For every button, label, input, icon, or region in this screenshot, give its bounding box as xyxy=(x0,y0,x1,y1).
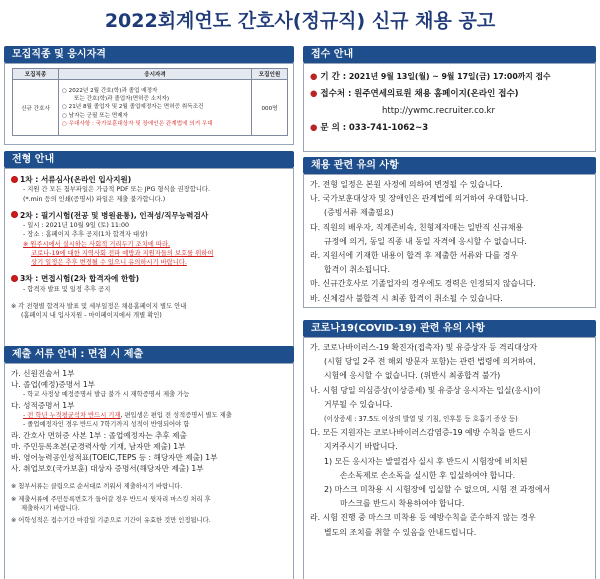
page-title: 2022회계연도 간호사(정규직) 신규 채용 공고 xyxy=(104,10,496,32)
doc-item: 마. 주민등록초본(군경력사항 기재, 남자만 제출) 1부 xyxy=(11,441,186,451)
covid-item: (이상증세 : 37.5도 이상의 발열 및 기침, 인후통 등 호흡기 증상 등) xyxy=(324,415,518,424)
doc-item: 가. 신원진술서 1부 xyxy=(11,369,75,378)
covid-item: 다. 모든 지원자는 코로나바이러스감염증-19 예방 수칙을 반드시 xyxy=(310,428,532,438)
qual-item: ○ 남자는 군필 또는 면제자 xyxy=(62,112,129,119)
caution-item: 마. 신규간호사로 기졸업자의 경우에도 경력은 인정되지 않습니다. xyxy=(310,279,536,289)
docs-box xyxy=(4,363,294,579)
stage-2-warning: 코로나-19에 대한 지역사회 전파 예방과 지원자들의 보호를 위하여 xyxy=(31,249,214,257)
doc-note: ※ 첨부서류는 클립으로 순서대로 끼워서 제출하시기 바랍니다. xyxy=(11,483,183,491)
covid-item: 손소독제로 손소독을 실시한 후 입실하여야 합니다. xyxy=(340,470,516,480)
qual-item: 또는 간호(학)과 졸업자(면허증 소지자) xyxy=(74,96,170,103)
stage-2-line: - 일시 : 2021년 10월 9일 (토) 11:00 xyxy=(23,222,130,229)
covid-section xyxy=(303,320,596,579)
covid-item: (시험 당일 2주 전 해외 방문자 포함)는 관련 법령에 의거하여, xyxy=(324,357,536,367)
covid-item: 나. 시험 당일 의심증상(이상증세) 및 유증상 응시자는 입실(응시)이 xyxy=(310,385,541,395)
recruit-header: 모집직종 및 응시자격 xyxy=(4,46,294,63)
table-header-type: 모집직종 xyxy=(13,69,59,80)
pin-icon: ● xyxy=(310,123,318,133)
schedule-note: ※ 각 전형별 합격자 발표 및 세부일정은 채용홈페이지 별도 안내 xyxy=(11,302,187,310)
bullet-icon xyxy=(11,176,18,183)
covid-item: 지켜주시기 바랍니다. xyxy=(324,442,398,452)
table-header-count: 모집인원 xyxy=(252,69,288,80)
caution-item: 라. 지원서에 기재한 내용이 합격 후 제출한 서류와 다를 경우 xyxy=(310,251,519,261)
stage-3-line: - 합격자 발표 및 일정 추후 공지 xyxy=(23,285,111,293)
pin-icon: ● xyxy=(310,72,318,82)
docs-header: 제출 서류 안내 : 면접 시 제출 xyxy=(4,346,294,363)
doc-sub: - 졸업예정자인 경우 반드시 7학기까지 성적이 반영되어야 함 xyxy=(23,421,190,429)
table-cell-type: 신규 간호사 xyxy=(13,80,59,136)
covid-item: 시험에 응시할 수 없습니다. (위반시 최종합격 불가) xyxy=(324,371,501,381)
caution-item: 가. 전형 일정은 본원 사정에 의하여 변경될 수 있습니다. xyxy=(310,180,503,189)
caution-item: 바. 신체검사 불합격 시 최종 합격이 취소될 수 있습니다. xyxy=(310,293,503,303)
schedule-section xyxy=(4,151,294,351)
doc-sub: - 전 학년 누적평균석차 반드시 기재, 편입생은 편입 전 성적증명서 별도 제출 xyxy=(23,411,232,419)
stage-1-line: - 지원 간 모든 첨부파일은 가급적 PDF 또는 JPG 형식을 권장합니다. xyxy=(23,186,210,194)
doc-item: 바. 영어능력공인성적표(TOEIC,TEPS 등 : 해당자만 제출) 1부 xyxy=(11,452,218,462)
doc-item: 라. 간호사 면허증 사본 1부 : 졸업예정자는 추후 제출 xyxy=(11,430,187,440)
cautions-header: 채용 관련 유의 사항 xyxy=(303,157,596,174)
table-cell-qual xyxy=(59,80,252,136)
stage-2-warning: ※ 원주시에서 실시하는 사회적 거리두기 조치에 따라, xyxy=(23,240,171,248)
recruit-section xyxy=(4,46,294,145)
stage-1-line: (*.min 등의 인쇄(증명서) 파일은 제출 불가합니다.) xyxy=(23,195,166,203)
recruit-box xyxy=(4,63,294,145)
covid-item: 2) 마스크 미착용 시 시험장에 입실할 수 없으며, 시험 전 과정에서 xyxy=(324,485,551,495)
recruit-table xyxy=(12,68,288,136)
doc-sub: - 학교 사정상 예정증명서 발급 불가 시 재학증명서 제출 가능 xyxy=(23,391,190,399)
caution-item: 합격이 취소됩니다. xyxy=(324,265,390,275)
covid-item: 라. 시험 진행 중 마스크 미착용 등 예방수칙을 준수하지 않는 경우 xyxy=(310,513,536,523)
docs-section xyxy=(4,346,294,579)
table-header-qual: 응시자격 xyxy=(59,69,252,80)
doc-item: 다. 성적증명서 1부 xyxy=(11,400,75,410)
apply-place: ● 접수처 : 원주연세의료원 채용 홈페이지(온라인 접수) xyxy=(310,89,519,99)
covid-box xyxy=(303,337,596,579)
apply-url[interactable]: http://ywmc.recruiter.co.kr xyxy=(382,106,495,116)
schedule-header: 전형 안내 xyxy=(4,151,294,168)
cautions-section xyxy=(303,157,596,308)
caution-item: 나. 국가보훈대상자 및 장애인은 관계법에 의거하여 우대합니다. xyxy=(310,194,529,204)
cautions-box xyxy=(303,174,596,308)
bullet-icon xyxy=(11,275,18,282)
doc-note: ※ 어학성적은 접수기간 마감일 기준으로 기간이 유효한 것만 인정됩니다. xyxy=(11,517,211,525)
doc-item: 나. 졸업(예정)증명서 1부 xyxy=(11,380,96,390)
caution-item: 다. 직원의 배우자, 직계존비속, 친형제자매는 일반직 신규채용 xyxy=(310,222,524,232)
apply-period: ● 기 간 : 2021년 9월 13일(월) ~ 9월 17일(금) 17:00까지 접수 xyxy=(310,72,551,82)
table-cell-count: 000명 xyxy=(252,80,288,136)
pin-icon: ● xyxy=(310,89,318,99)
apply-box xyxy=(303,63,596,152)
covid-item: 별도의 조치를 취할 수 있음을 안내드립니다. xyxy=(324,527,477,537)
stage-2-line: - 장소 : 홈페이지 추후 공지(1차 합격자 대상) xyxy=(23,231,148,239)
bullet-icon xyxy=(11,211,18,218)
stage-1-title: 1차 : 서류심사(온라인 입사지원) xyxy=(11,174,287,185)
stage-3-title: 3차 : 면접시험(2차 합격자에 한함) xyxy=(11,273,287,284)
doc-item: 사. 취업보호(국가보훈) 대상자 증명서(해당자만 제출) 1부 xyxy=(11,464,204,474)
apply-contact: ● 문 의 : 033-741-1062~3 xyxy=(310,123,429,133)
stage-2-warning: 상기 일정은 추후 변경될 수 있으니 유의하시기 바랍니다. xyxy=(31,259,187,267)
apply-section xyxy=(303,46,596,152)
apply-header: 접수 안내 xyxy=(303,46,596,63)
schedule-note: (홈페이지 내 입사지원 - 마이페이지에서 개별 확인) xyxy=(21,312,162,320)
caution-item: (증빙서류 제출필요) xyxy=(324,208,394,218)
qual-item: ○ 2022년 2월 간호(학)과 졸업 예정자 xyxy=(62,87,158,94)
qual-item: ○ 21년 8월 졸업자 및 2월 졸업예정자는 면허증 취득조건 xyxy=(62,104,204,111)
schedule-box xyxy=(4,168,294,351)
qual-item-preferred: ○ 우대사항 : 국가보훈대상자 및 장애인은 관계법에 의거 우대 xyxy=(62,120,213,127)
covid-header: 코로나19(COVID-19) 관련 유의 사항 xyxy=(303,320,596,337)
caution-item: 규정에 의거, 동일 직종 내 동일 자격에 응시할 수 없습니다. xyxy=(324,236,527,246)
doc-note: 제출하시기 바랍니다. xyxy=(21,504,80,512)
covid-item: 거부될 수 있습니다. xyxy=(324,399,393,409)
doc-note: ※ 제출서류에 주민등록번호가 들어갈 경우 반드시 뒷자리 마스킹 처리 후 xyxy=(11,495,211,503)
covid-item: 1) 모든 응시자는 발열검사 실시 후 반드시 시험장에 비치된 xyxy=(324,456,528,466)
covid-item: 가. 코로나바이러스-19 확진자(접촉자) 및 유증상자 등 격리대상자 xyxy=(310,343,538,352)
stage-2-title: 2차 : 필기시험(전공 및 병원윤통), 인적성/직무능력검사 xyxy=(11,210,287,221)
covid-item: 마스크를 반드시 착용하여야 합니다. xyxy=(340,499,465,509)
